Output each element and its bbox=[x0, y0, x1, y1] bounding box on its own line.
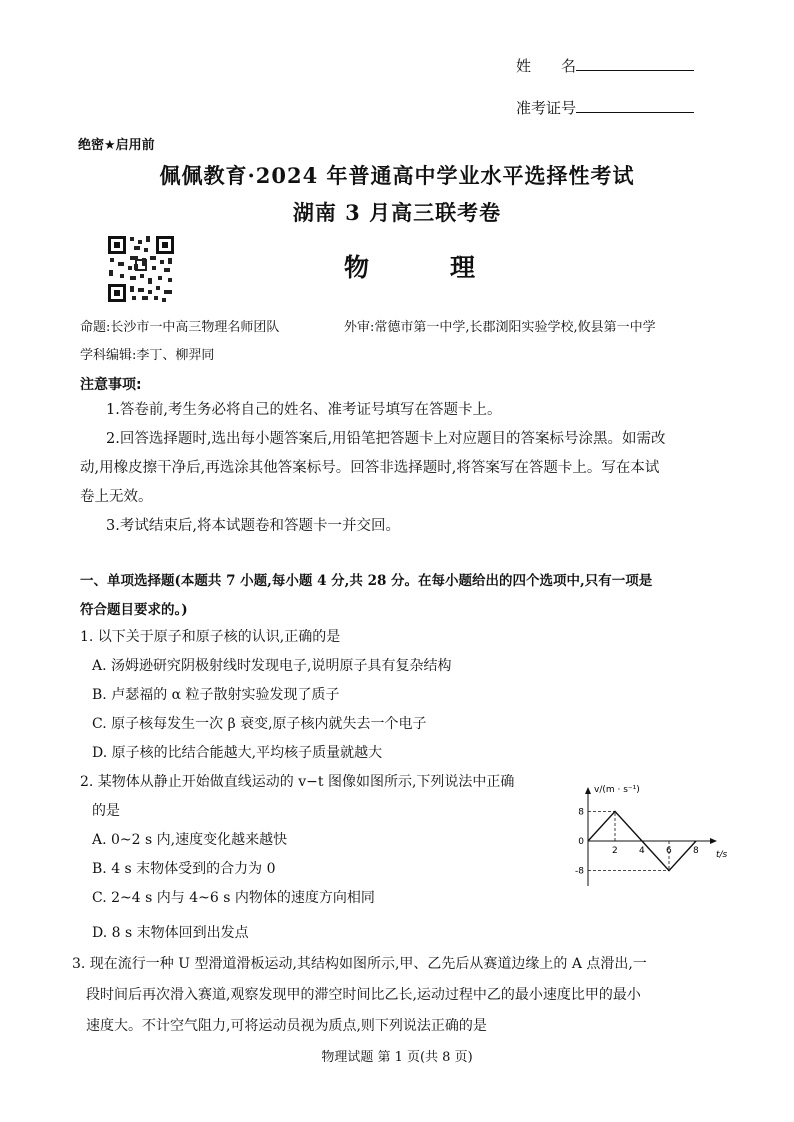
editor-credit: 学科编辑:李丁、柳羿同 bbox=[80, 348, 215, 363]
q3-stem-cont-2: 速度大。不计空气阻力,可将运动员视为质点,则下列说法正确的是 bbox=[86, 1018, 487, 1034]
name-blank bbox=[576, 52, 694, 71]
x-tick-label: 6 bbox=[666, 846, 672, 856]
x-axis-arrow bbox=[710, 838, 717, 844]
x-tick-label: 8 bbox=[693, 846, 699, 856]
section-1-heading-cont: 符合题目要求的。) bbox=[80, 602, 188, 618]
subject-title: 物 理 bbox=[344, 253, 504, 282]
q1-option-d: D. 原子核的比结合能越大,平均核子质量就越大 bbox=[92, 745, 383, 761]
q2-option-d: D. 8 s 末物体回到出发点 bbox=[92, 925, 249, 941]
q1-stem: 1. 以下关于原子和原子核的认识,正确的是 bbox=[80, 629, 341, 645]
q3-stem: 3. 现在流行一种 U 型滑道滑板运动,其结构如图所示,甲、乙先后从赛道边缘上的 A 点滑出,一 bbox=[72, 956, 647, 972]
page-footer: 物理试题 第 1 页(共 8 页) bbox=[321, 1050, 473, 1065]
exam-subtitle: 湖南 3 月高三联考卷 bbox=[292, 200, 502, 225]
notice-item-2-line-1: 2.回答选择题时,选出每小题答案后,用铅笔把答题卡上对应题目的答案标号涂黑。如需改 bbox=[106, 431, 666, 447]
notice-heading: 注意事项: bbox=[80, 377, 142, 393]
vt-chart-svg bbox=[556, 776, 726, 898]
name-field bbox=[516, 52, 694, 76]
qr-code bbox=[106, 234, 176, 304]
x-tick-label: 4 bbox=[639, 846, 645, 856]
exam-no-field bbox=[516, 94, 694, 118]
notice-item-2-line-3: 卷上无效。 bbox=[80, 489, 153, 505]
notice-item-3: 3.考试结束后,将本试题卷和答题卡一并交回。 bbox=[106, 518, 400, 534]
y-tick-label: -8 bbox=[575, 866, 584, 877]
author-credit: 命题:长沙市一中高三物理名师团队 bbox=[80, 320, 280, 335]
q2-option-a: A. 0~2 s 内,速度变化越来越快 bbox=[92, 832, 288, 848]
notice-item-2-line-2: 动,用橡皮擦干净后,再选涂其他答案标号。回答非选择题时,将答案写在答题卡上。写在本试 bbox=[80, 460, 660, 476]
exam-title: 佩佩教育·2024 年普通高中学业水平选择性考试 bbox=[159, 163, 635, 188]
vt-chart bbox=[556, 776, 726, 898]
q1-option-c: C. 原子核每发生一次 β 衰变,原子核内就失去一个电子 bbox=[92, 716, 427, 732]
exam-no-label: 准考证号 bbox=[516, 99, 577, 117]
secret-label: 绝密★启用前 bbox=[78, 138, 155, 153]
y-tick-label: 8 bbox=[578, 807, 584, 818]
q2-stem-cont: 的是 bbox=[92, 803, 120, 819]
reviewer-credit: 外审:常德市第一中学,长郡浏阳实验学校,攸县第一中学 bbox=[344, 320, 656, 335]
q2-option-c: C. 2~4 s 内与 4~6 s 内物体的速度方向相同 bbox=[92, 890, 375, 906]
y-axis-label: v/(m · s⁻¹) bbox=[594, 785, 640, 795]
q1-option-a: A. 汤姆逊研究阴极射线时发现电子,说明原子具有复杂结构 bbox=[92, 658, 452, 674]
q3-stem-cont-1: 段时间后再次滑入赛道,观察发现甲的滞空时间比乙长,运动过程中乙的最小速度比甲的最小 bbox=[86, 987, 641, 1003]
name-label: 姓 名 bbox=[516, 57, 577, 75]
exam-no-blank bbox=[576, 94, 694, 113]
qr-code-graphic bbox=[106, 234, 176, 304]
x-tick-label: 2 bbox=[612, 846, 618, 856]
y-axis-arrow bbox=[585, 787, 591, 794]
q1-option-b: B. 卢瑟福的 α 粒子散射实验发现了质子 bbox=[92, 687, 340, 703]
notice-item-1: 1.答卷前,考生务必将自己的姓名、准考证号填写在答题卡上。 bbox=[106, 402, 502, 418]
section-1-heading: 一、单项选择题(本题共 7 小题,每小题 4 分,共 28 分。在每小题给出的四个选项中,只有一项是 bbox=[80, 573, 653, 589]
y-tick-label: 0 bbox=[578, 837, 584, 847]
q2-option-b: B. 4 s 末物体受到的合力为 0 bbox=[92, 861, 276, 877]
q2-stem: 2. 某物体从静止开始做直线运动的 v−t 图像如图所示,下列说法中正确 bbox=[80, 774, 515, 790]
x-axis-label: t/s bbox=[716, 850, 728, 860]
